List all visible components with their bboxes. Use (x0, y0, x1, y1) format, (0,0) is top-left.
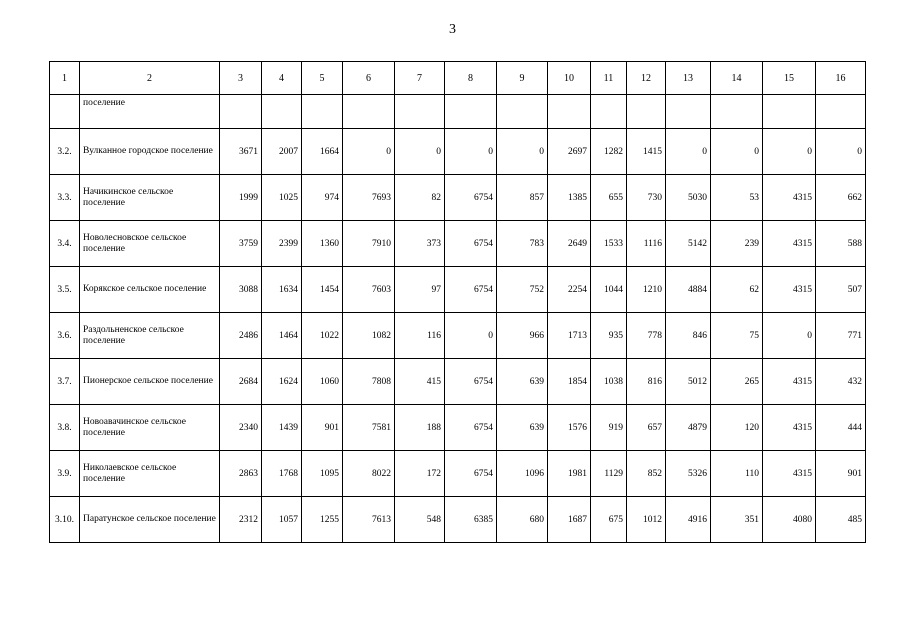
value-cell: 662 (816, 175, 866, 221)
value-cell: 966 (497, 313, 548, 359)
value-cell: 857 (497, 175, 548, 221)
value-cell: 1464 (262, 313, 302, 359)
row-name-cell: Новоавачинское сельское поселение (80, 405, 220, 451)
page-number: 3 (449, 22, 456, 37)
value-cell: 120 (711, 405, 763, 451)
value-cell (711, 95, 763, 129)
value-cell (627, 95, 666, 129)
value-cell: 1687 (548, 497, 591, 543)
table-row (50, 175, 866, 221)
column-header: 15 (763, 62, 816, 95)
value-cell: 1454 (302, 267, 343, 313)
value-cell: 901 (816, 451, 866, 497)
value-cell: 730 (627, 175, 666, 221)
value-cell: 1210 (627, 267, 666, 313)
value-cell (816, 95, 866, 129)
value-cell: 778 (627, 313, 666, 359)
value-cell: 0 (445, 129, 497, 175)
value-cell: 6754 (445, 359, 497, 405)
value-cell: 6754 (445, 405, 497, 451)
value-cell: 0 (445, 313, 497, 359)
value-cell: 1044 (591, 267, 627, 313)
value-cell (395, 95, 445, 129)
value-cell: 588 (816, 221, 866, 267)
value-cell: 6385 (445, 497, 497, 543)
continuation-row (50, 95, 866, 129)
row-index-cell: 3.6. (50, 313, 80, 359)
value-cell (497, 95, 548, 129)
value-cell: 415 (395, 359, 445, 405)
value-cell: 901 (302, 405, 343, 451)
value-cell: 0 (711, 129, 763, 175)
column-header: 7 (395, 62, 445, 95)
value-cell: 432 (816, 359, 866, 405)
row-name-cell: поселение (80, 95, 220, 129)
value-cell: 351 (711, 497, 763, 543)
row-index-cell: 3.9. (50, 451, 80, 497)
value-cell: 1385 (548, 175, 591, 221)
value-cell: 0 (666, 129, 711, 175)
value-cell: 1439 (262, 405, 302, 451)
value-cell: 1664 (302, 129, 343, 175)
value-cell: 1576 (548, 405, 591, 451)
value-cell: 4315 (763, 359, 816, 405)
value-cell: 7581 (343, 405, 395, 451)
value-cell: 444 (816, 405, 866, 451)
value-cell: 639 (497, 405, 548, 451)
value-cell (343, 95, 395, 129)
value-cell: 919 (591, 405, 627, 451)
value-cell: 1713 (548, 313, 591, 359)
value-cell: 4315 (763, 221, 816, 267)
table-row (50, 405, 866, 451)
row-index-cell: 3.3. (50, 175, 80, 221)
value-cell: 507 (816, 267, 866, 313)
value-cell: 4916 (666, 497, 711, 543)
value-cell: 0 (343, 129, 395, 175)
value-cell: 1768 (262, 451, 302, 497)
column-header: 6 (343, 62, 395, 95)
value-cell: 239 (711, 221, 763, 267)
table-row (50, 451, 866, 497)
value-cell: 0 (395, 129, 445, 175)
row-name-cell: Начикинское сельское поселение (80, 175, 220, 221)
table-row (50, 497, 866, 543)
value-cell: 680 (497, 497, 548, 543)
row-index-cell: 3.2. (50, 129, 80, 175)
value-cell: 97 (395, 267, 445, 313)
value-cell (548, 95, 591, 129)
value-cell: 7693 (343, 175, 395, 221)
column-header: 10 (548, 62, 591, 95)
value-cell: 1060 (302, 359, 343, 405)
value-cell: 1854 (548, 359, 591, 405)
row-index-cell: 3.5. (50, 267, 80, 313)
value-cell: 2340 (220, 405, 262, 451)
row-index-cell: 3.7. (50, 359, 80, 405)
value-cell: 675 (591, 497, 627, 543)
value-cell: 116 (395, 313, 445, 359)
value-cell: 62 (711, 267, 763, 313)
value-cell: 639 (497, 359, 548, 405)
value-cell: 0 (816, 129, 866, 175)
value-cell: 0 (763, 129, 816, 175)
value-cell: 7603 (343, 267, 395, 313)
value-cell: 1415 (627, 129, 666, 175)
value-cell: 1129 (591, 451, 627, 497)
value-cell: 3088 (220, 267, 262, 313)
table-row (50, 313, 866, 359)
row-name-cell: Новолесновское сельское поселение (80, 221, 220, 267)
value-cell (302, 95, 343, 129)
column-header: 13 (666, 62, 711, 95)
value-cell: 846 (666, 313, 711, 359)
value-cell: 82 (395, 175, 445, 221)
value-cell: 1096 (497, 451, 548, 497)
table-row (50, 221, 866, 267)
value-cell: 5030 (666, 175, 711, 221)
row-name-cell: Николаевское сельское поселение (80, 451, 220, 497)
value-cell: 5142 (666, 221, 711, 267)
data-table (49, 61, 866, 543)
value-cell: 1038 (591, 359, 627, 405)
table-row (50, 129, 866, 175)
row-index-cell: 3.4. (50, 221, 80, 267)
value-cell: 4315 (763, 175, 816, 221)
value-cell: 7910 (343, 221, 395, 267)
column-header: 9 (497, 62, 548, 95)
value-cell: 935 (591, 313, 627, 359)
value-cell: 6754 (445, 175, 497, 221)
value-cell: 4879 (666, 405, 711, 451)
column-header: 5 (302, 62, 343, 95)
value-cell: 4315 (763, 267, 816, 313)
value-cell: 1634 (262, 267, 302, 313)
value-cell: 172 (395, 451, 445, 497)
value-cell (445, 95, 497, 129)
value-cell: 5012 (666, 359, 711, 405)
column-header: 11 (591, 62, 627, 95)
column-header: 3 (220, 62, 262, 95)
value-cell: 1095 (302, 451, 343, 497)
value-cell: 1282 (591, 129, 627, 175)
value-cell: 53 (711, 175, 763, 221)
value-cell: 0 (497, 129, 548, 175)
value-cell: 783 (497, 221, 548, 267)
value-cell: 816 (627, 359, 666, 405)
value-cell: 852 (627, 451, 666, 497)
value-cell: 752 (497, 267, 548, 313)
value-cell: 1255 (302, 497, 343, 543)
value-cell: 75 (711, 313, 763, 359)
column-header: 2 (80, 62, 220, 95)
value-cell: 1116 (627, 221, 666, 267)
value-cell: 5326 (666, 451, 711, 497)
value-cell: 373 (395, 221, 445, 267)
value-cell: 6754 (445, 451, 497, 497)
value-cell (262, 95, 302, 129)
header-row (50, 62, 866, 95)
value-cell: 2007 (262, 129, 302, 175)
column-header: 8 (445, 62, 497, 95)
value-cell (591, 95, 627, 129)
value-cell: 4884 (666, 267, 711, 313)
value-cell: 0 (763, 313, 816, 359)
value-cell: 2254 (548, 267, 591, 313)
value-cell: 1057 (262, 497, 302, 543)
value-cell: 657 (627, 405, 666, 451)
value-cell: 188 (395, 405, 445, 451)
row-name-cell: Корякское сельское поселение (80, 267, 220, 313)
value-cell: 3671 (220, 129, 262, 175)
table-row (50, 359, 866, 405)
value-cell: 1624 (262, 359, 302, 405)
value-cell: 2312 (220, 497, 262, 543)
row-name-cell: Вулканное городское поселение (80, 129, 220, 175)
value-cell: 1999 (220, 175, 262, 221)
row-name-cell: Пионерское сельское поселение (80, 359, 220, 405)
value-cell (763, 95, 816, 129)
column-header: 14 (711, 62, 763, 95)
value-cell: 1360 (302, 221, 343, 267)
value-cell: 2399 (262, 221, 302, 267)
value-cell: 7808 (343, 359, 395, 405)
row-index-cell: 3.10. (50, 497, 80, 543)
table-row (50, 267, 866, 313)
column-header: 16 (816, 62, 866, 95)
column-header: 1 (50, 62, 80, 95)
value-cell: 1022 (302, 313, 343, 359)
value-cell: 771 (816, 313, 866, 359)
value-cell: 265 (711, 359, 763, 405)
value-cell: 3759 (220, 221, 262, 267)
column-header: 12 (627, 62, 666, 95)
row-index-cell (50, 95, 80, 129)
value-cell: 4080 (763, 497, 816, 543)
row-name-cell: Раздольненское сельское поселение (80, 313, 220, 359)
value-cell: 1082 (343, 313, 395, 359)
value-cell (220, 95, 262, 129)
row-name-cell: Паратунское сельское поселение (80, 497, 220, 543)
value-cell: 1025 (262, 175, 302, 221)
value-cell: 2697 (548, 129, 591, 175)
value-cell (666, 95, 711, 129)
value-cell: 110 (711, 451, 763, 497)
value-cell: 7613 (343, 497, 395, 543)
value-cell: 2684 (220, 359, 262, 405)
value-cell: 6754 (445, 221, 497, 267)
column-header: 4 (262, 62, 302, 95)
value-cell: 1981 (548, 451, 591, 497)
row-index-cell: 3.8. (50, 405, 80, 451)
value-cell: 8022 (343, 451, 395, 497)
value-cell: 974 (302, 175, 343, 221)
value-cell: 6754 (445, 267, 497, 313)
value-cell: 655 (591, 175, 627, 221)
value-cell: 1012 (627, 497, 666, 543)
value-cell: 548 (395, 497, 445, 543)
value-cell: 2863 (220, 451, 262, 497)
value-cell: 4315 (763, 405, 816, 451)
value-cell: 2649 (548, 221, 591, 267)
value-cell: 1533 (591, 221, 627, 267)
value-cell: 2486 (220, 313, 262, 359)
value-cell: 485 (816, 497, 866, 543)
value-cell: 4315 (763, 451, 816, 497)
